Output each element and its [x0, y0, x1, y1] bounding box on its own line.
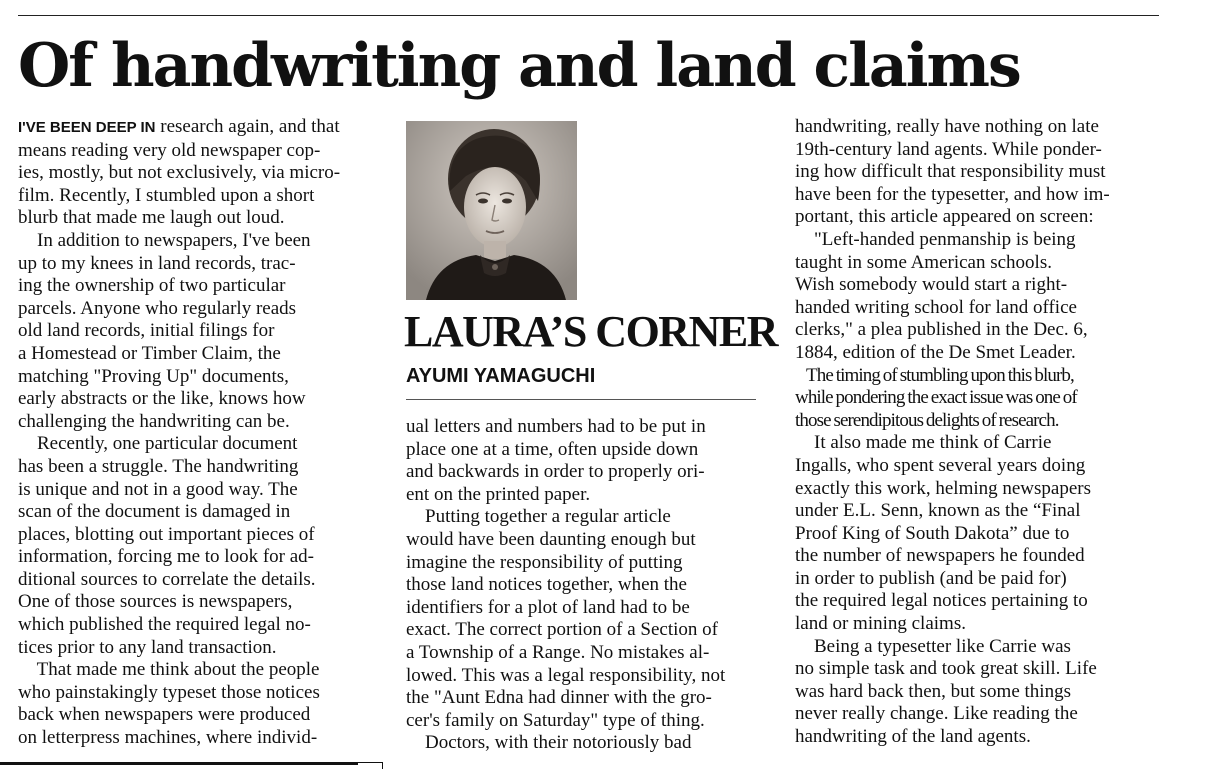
- paragraph-line: on letterpress machines, where individ-: [18, 727, 318, 749]
- paragraph-line: ing the ownership of two particular: [18, 275, 286, 297]
- portrait-photo-icon: [406, 121, 577, 300]
- paragraph-line: cer's family on Saturday" type of thing.: [406, 709, 705, 731]
- paragraph-line: blurb that made me laugh out loud.: [18, 207, 285, 229]
- paragraph-line: identifiers for a plot of land had to be: [406, 596, 690, 618]
- paragraph-line: has been a struggle. The handwriting: [18, 455, 299, 477]
- byline-rule: [406, 399, 756, 400]
- paragraph-line: Being a typesetter like Carrie was: [795, 635, 1071, 657]
- paragraph-line: which published the required legal no-: [18, 614, 311, 636]
- paragraph-line: One of those sources is newspapers,: [18, 591, 293, 613]
- paragraph-line: 1884, edition of the De Smet Leader.: [795, 341, 1076, 363]
- paragraph-line: never really change. Like reading the: [795, 703, 1078, 725]
- paragraph-line: and backwards in order to properly ori-: [406, 461, 705, 483]
- paragraph-line: up to my knees in land records, trac-: [18, 252, 296, 274]
- paragraph-line: under E.L. Senn, known as the “Final: [795, 500, 1081, 522]
- paragraph-line: the required legal notices pertaining to: [795, 590, 1088, 612]
- article-column-3: [795, 116, 1165, 749]
- paragraph-line: the number of newspapers he founded: [795, 545, 1085, 567]
- paragraph-line: "Left-handed penmanship is being: [795, 228, 1076, 250]
- paragraph-line: Ingalls, who spent several years doing: [795, 454, 1086, 476]
- paragraph-line: a Homestead or Timber Claim, the: [18, 342, 281, 364]
- paragraph-line: place one at a time, often upside down: [406, 438, 699, 460]
- paragraph-line: means reading very old newspaper cop-: [18, 139, 321, 161]
- headline: Of handwriting and land claims: [18, 31, 1020, 101]
- column-name: LAURA’S CORNER: [404, 307, 777, 356]
- paragraph-line: matching "Proving Up" documents,: [18, 365, 289, 387]
- bottom-rule: [0, 762, 358, 765]
- paragraph-line: old land records, initial filings for: [18, 320, 275, 342]
- article-column-1: [18, 116, 388, 750]
- paragraph-line: those land notices together, when the: [406, 574, 687, 596]
- paragraph-line: That made me think about the people: [18, 659, 320, 681]
- article-column-2: [406, 416, 776, 755]
- paragraph-line: would have been daunting enough but: [406, 528, 696, 550]
- paragraph-line: It also made me think of Carrie: [795, 432, 1052, 454]
- paragraph-line: exact. The correct portion of a Section of: [406, 619, 718, 641]
- paragraph-line: ditional sources to correlate the details.: [18, 568, 316, 590]
- paragraph-line: was hard back then, but some things: [795, 680, 1071, 702]
- paragraph-line: information, forcing me to look for ad-: [18, 546, 315, 568]
- paragraph-line: ent on the printed paper.: [406, 483, 591, 505]
- paragraph-line: Putting together a regular article: [406, 506, 671, 528]
- paragraph-line: film. Recently, I stumbled upon a short: [18, 184, 315, 206]
- paragraph-line: the "Aunt Edna had dinner with the gro-: [406, 687, 712, 709]
- paragraph-line: lowed. This was a legal responsibility, not: [406, 664, 726, 686]
- paragraph-line: is unique and not in a good way. The: [18, 478, 298, 500]
- paragraph-line: back when newspapers were produced: [18, 704, 311, 726]
- paragraph-line: while pondering the exact issue was one of: [795, 387, 1077, 409]
- paragraph-line: I'VE BEEN DEEP IN research again, and that: [18, 116, 340, 137]
- paragraph-line: Proof King of South Dakota” due to: [795, 522, 1070, 544]
- paragraph-line: places, blotting out important pieces of: [18, 523, 315, 545]
- byline: AYUMI YAMAGUCHI: [406, 365, 596, 387]
- paragraph-line: in order to publish (and be paid for): [795, 567, 1067, 589]
- paragraph-line: those serendipitous delights of research.: [795, 409, 1059, 431]
- paragraph-line: early abstracts or the like, knows how: [18, 388, 306, 410]
- paragraph-line: ies, mostly, but not exclusively, via micro-: [18, 162, 341, 184]
- paragraph-line: tices prior to any land transaction.: [18, 636, 277, 658]
- paragraph-line: handwriting of the land agents.: [795, 726, 1031, 748]
- paragraph-line: ual letters and numbers had to be put in: [406, 416, 706, 437]
- paragraph-line: a Township of a Range. No mistakes al-: [406, 641, 710, 663]
- paragraph-line: handed writing school for land office: [795, 296, 1077, 318]
- paragraph-line: parcels. Anyone who regularly reads: [18, 297, 297, 319]
- paragraph-line: exactly this work, helming newspapers: [795, 477, 1092, 499]
- paragraph-line: no simple task and took great skill. Life: [795, 658, 1097, 680]
- paragraph-line: have been for the typesetter, and how im-: [795, 183, 1110, 205]
- paragraph-line: In addition to newspapers, I've been: [18, 229, 311, 251]
- paragraph-line: imagine the responsibility of putting: [406, 551, 683, 573]
- paragraph-line: who painstakingly typeset those notices: [18, 681, 320, 703]
- paragraph-line: handwriting, really have nothing on late: [795, 116, 1099, 137]
- paragraph-line: Doctors, with their notoriously bad: [406, 732, 692, 754]
- paragraph-line: 19th-century land agents. While ponder-: [795, 138, 1102, 160]
- lead-in: I'VE BEEN DEEP IN: [18, 119, 156, 136]
- portrait-photo-illustration: [406, 121, 577, 300]
- paragraph-line: taught in some American schools.: [795, 251, 1052, 273]
- paragraph-line: land or mining claims.: [795, 613, 966, 635]
- top-rule: [18, 15, 1159, 16]
- paragraph-line: scan of the document is damaged in: [18, 501, 291, 523]
- paragraph-line: Wish somebody would start a right-: [795, 274, 1068, 296]
- paragraph-line: clerks," a plea published in the Dec. 6,: [795, 319, 1088, 341]
- paragraph-line: The timing of stumbling upon this blurb,: [795, 364, 1074, 386]
- paragraph-line: Recently, one particular document: [18, 433, 298, 455]
- paragraph-line: ing how difficult that responsibility must: [795, 161, 1106, 183]
- paragraph-line: portant, this article appeared on screen:: [795, 206, 1094, 228]
- paragraph-line: challenging the handwriting can be.: [18, 410, 290, 432]
